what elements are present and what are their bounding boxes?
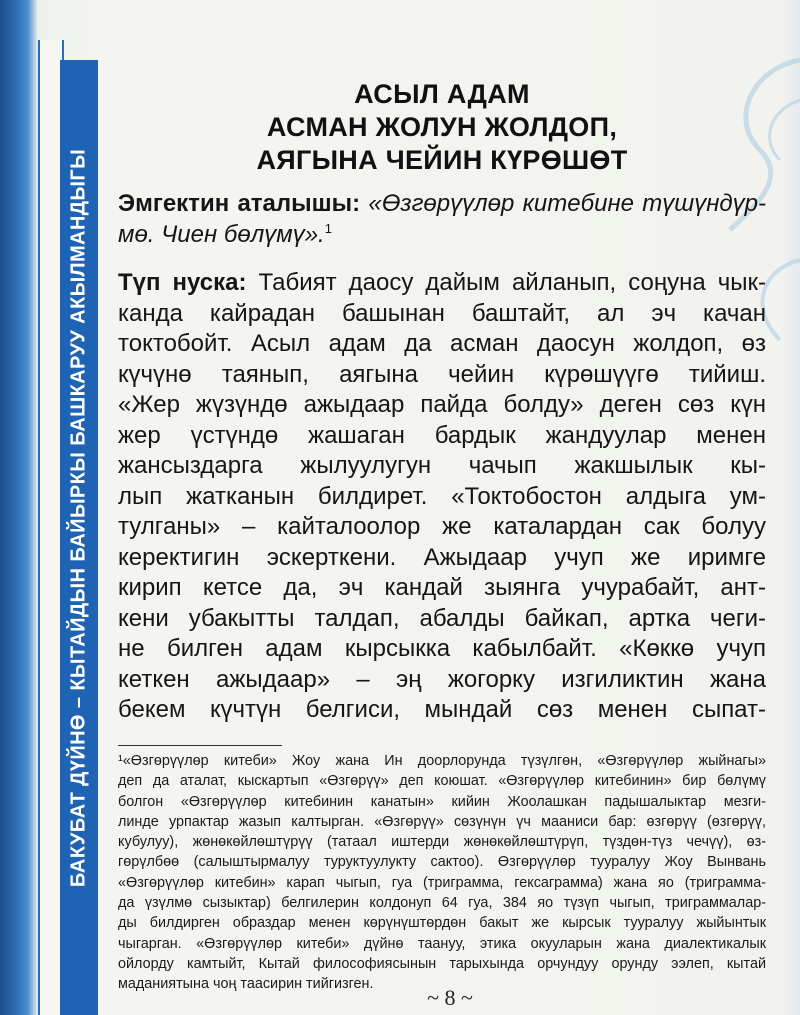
footnote	[118, 751, 766, 995]
footnote-line: «Өзгөрүүлөр китебин» карап чыгып, гуа (триграмма, гексаграмма) жана яо (триграмма-	[118, 874, 766, 891]
footnote-line: ды билдирген образдар менен көрүнүштөрдөн бакыт же кырсык тууралуу жыйынтык	[118, 915, 766, 932]
main-content	[118, 78, 766, 726]
work-title-paragraph	[118, 189, 766, 250]
original-text-paragraph	[118, 268, 766, 726]
work-title-line-2	[118, 220, 766, 251]
side-running-title: БАКУБАТ ДҮЙНӨ – КЫТАЙДЫН БАЙЫРКЫ БАШКАРУУ АКЫЛМАНДЫГЫ	[67, 148, 90, 888]
original-line: күчүнө таянып, аягына чейин күрөшүүгө тийиш.	[118, 360, 766, 388]
work-title-text-2: мө. Чиен бөлүмү».	[118, 220, 325, 248]
footnote-line: гөрүлбөө (салыштырмалуу туруктуулукту сактоо). Өзгөрүүлөр тууралуу Жоу Вынвань	[118, 854, 766, 871]
original-line: жансыздарга жылуулугун чачып жакшылык кы-	[118, 452, 766, 479]
title-line-1: АСЫЛ АДАМ	[354, 79, 530, 109]
page-title	[118, 78, 766, 177]
original-line: жер үстүндө жашаган бардык жандуулар менен	[118, 421, 766, 449]
original-line: керектигин эскерткени. Ажыдаар учуп же иримге	[118, 543, 766, 571]
page-number: ~ 8 ~	[427, 985, 473, 1010]
title-line-2: АСМАН ЖОЛУН ЖОЛДОП,	[266, 112, 618, 142]
title-line-3: АЯГЫНА ЧЕЙИН КҮРӨШӨТ	[256, 145, 628, 175]
work-title-line-1	[118, 189, 766, 220]
footnote-line: деп да аталат, кыскартып «Өзгөрүү» деп коюшат. «Өзгөрүүлөр китебинин» бир бөлүмү	[118, 773, 766, 790]
original-line: бекем күчтүн белгиси, мындай сөз менен сыпат-	[118, 696, 766, 723]
footnote-line: кубулуу), жөнөкөйлөштүрүү (татаал иштерди жөнөкөйлөштүрүп, түздөн-түз чечүү), өз-	[118, 834, 766, 851]
original-line: кеткен ажыдаар» – эң жогорку изгиликтин жана	[118, 665, 766, 693]
footnote-line: чыгарган. «Өзгөрүүлөр китеби» дүйнө таануу, этика окууларын жана диалектикалык	[118, 935, 766, 952]
footnote-marker: 1	[324, 220, 332, 236]
footnote-line: болгон «Өзгөрүүлөр китебинин канатын» кийин Жоолашкан падышалыктар мезги-	[118, 793, 766, 810]
original-line: не билген адам кырсыкка кабылбайт. «Көккө учуп	[118, 635, 766, 662]
original-line: тулганы» – кайталоолор же каталардан сак болуу	[118, 513, 766, 540]
original-line: лып жатканын билдирет. «Токтобостон алдыга ум-	[118, 482, 766, 510]
footnote-line: маданиятына чоң таасирин тийгизген.	[118, 976, 374, 993]
footnote-line: линде урпактар жазып калтырган. «Өзгөрүү» сөзүнүн үч мааниси бар: өзгөрүү (өзгөрүү,	[118, 813, 766, 830]
work-title-text-1: «Өзгөрүүлөр китебине түшүндүр-	[368, 190, 767, 217]
work-title-label: Эмгектин аталышы:	[118, 190, 361, 217]
footnote-line: ойлорду камтыйт, Кытай философиясынын тарыхында орчундуу орунду ээлеп, кытай	[118, 955, 766, 972]
original-line: кирип кетсе да, эч кандай зыянга учурабайт, ант-	[118, 574, 766, 601]
original-line: токтобойт. Асыл адам да асман даосун жолдоп, өз	[118, 330, 766, 357]
original-line: канда кайрадан башынан баштайт, ал эч качан	[118, 299, 766, 327]
original-label: Түп нуска:	[118, 269, 247, 296]
original-line: «Жер жүзүндө ажыдаар пайда болду» деген сөз күн	[118, 391, 766, 418]
footnote-line: ¹«Өзгөрүүлөр китеби» Жоу жана Ин доорлорунда түзүлгөн, «Өзгөрүүлөр жыйнагы»	[118, 753, 766, 769]
original-line: Түп нуска: Табият даосу дайым айланып, соңуна чык-	[118, 269, 767, 296]
footnote-divider	[118, 745, 282, 746]
original-line: кени убакытты талдап, абалды байкап, артка чеги-	[118, 604, 766, 632]
footnote-line: да үзүлмө сызыктар) белгилерин колдонуп 64 гуа, 384 яо түзүп чыгып, триграммалар-	[118, 895, 766, 912]
